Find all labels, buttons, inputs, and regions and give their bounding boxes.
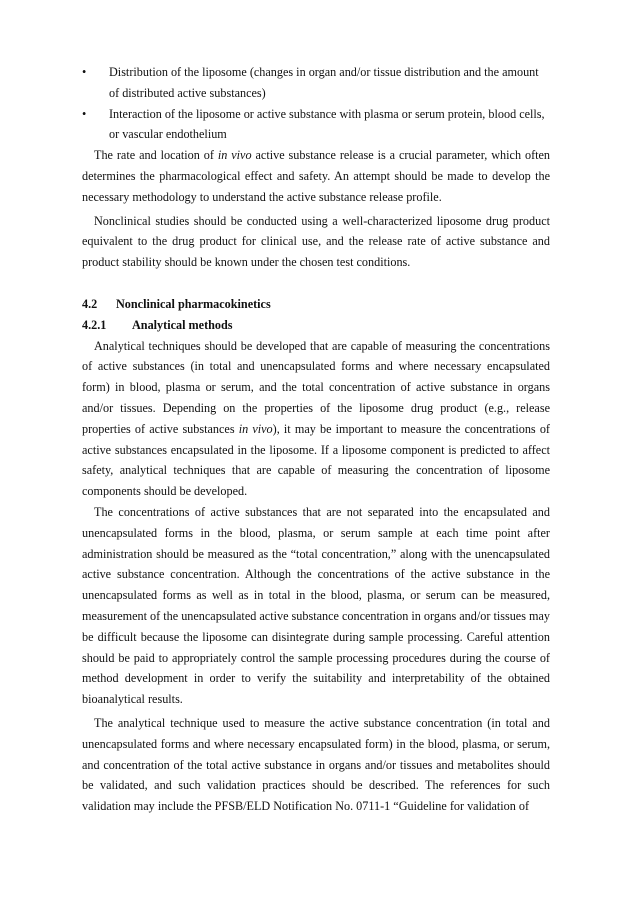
paragraph-text: Analytical techniques should be developed that are capable of measuring the concentrations of active substances (in total and unencapsulated forms and where necessary encapsulated form) in blood, plasma or serum, and the total concentration of active substance in organs and/or tissues. Depending on the properties of the liposome drug product (e.g., release properties of active substances — [82, 338, 550, 436]
section-title: Nonclinical pharmacokinetics — [116, 296, 271, 311]
bullet-icon: • — [82, 106, 87, 121]
paragraph-text: The rate and location of — [94, 148, 218, 163]
bullet-item-interaction — [82, 104, 550, 146]
subsection-heading — [82, 315, 550, 336]
paragraph-release-rate — [82, 145, 550, 207]
subsection-title: Analytical methods — [132, 317, 233, 332]
bullet-item-distribution — [82, 62, 550, 104]
italic-term: in vivo — [217, 148, 252, 163]
section-number: 4.2 — [82, 296, 98, 311]
paragraph-validation: The analytical technique used to measure the active substance concentration (in total and unencapsulated forms and where necessary encapsulated form) in the blood, plasma, or serum, and concentration of the total active substance in organs and/or tissues and metabolites should be validated, and such validation practices should be described. The references for such validation may include the PFSB/ELD Notification No. 0711-1 “Guideline for validation of — [82, 715, 550, 814]
document-page — [82, 62, 550, 817]
bullet-icon: • — [82, 65, 87, 79]
paragraph-text: ), it may be important to measure the concentrations of active substances encapsulated in the liposome. If a liposome component is predicted to affect safety, analytical techniques that are capable of measuring the concentration of liposome components should be developed. — [82, 421, 550, 499]
bullet-text: Interaction of the liposome or active substance with plasma or serum protein, blood cells, or vascular endothelium — [109, 106, 545, 142]
subsection-number: 4.2.1 — [82, 317, 107, 332]
italic-term: in vivo — [238, 421, 273, 436]
paragraph-nonclinical-studies: Nonclinical studies should be conducted using a well-characterized liposome drug product equivalent to the drug product for clinical use, and the release rate of active substance and product stability should be known under the chosen test conditions. — [82, 213, 550, 270]
paragraph-text: active substance release is a crucial parameter, which often determines the pharmacological effect and safety. An attempt should be made to develop the necessary methodology to understand the active substance release profile. — [82, 148, 551, 204]
section-heading — [82, 294, 550, 315]
paragraph-total-concentration: The concentrations of active substances that are not separated into the encapsulated and unencapsulated forms in the blood, plasma, or serum sample at each time point after administration should be measured as the “total concentration,” along with the unencapsulated active substance concentration. Although the concentrations of the active substance in the unencapsulated forms as well as in total in the blood, plasma, or serum can be measured, measurement of the unencapsulated active substance concentration in organs and/or tissues may be difficult because the liposome can disintegrate during sample processing. Careful attention should be paid to appropriately control the sample processing procedures during the course of method development in order to verify the suitability and interpretability of the obtained bioanalytical results. — [82, 504, 550, 707]
paragraph-analytical-techniques — [82, 336, 550, 502]
bullet-list — [82, 62, 550, 145]
bullet-text: Distribution of the liposome (changes in organ and/or tissue distribution and the amount of distributed active substances) — [109, 65, 539, 100]
